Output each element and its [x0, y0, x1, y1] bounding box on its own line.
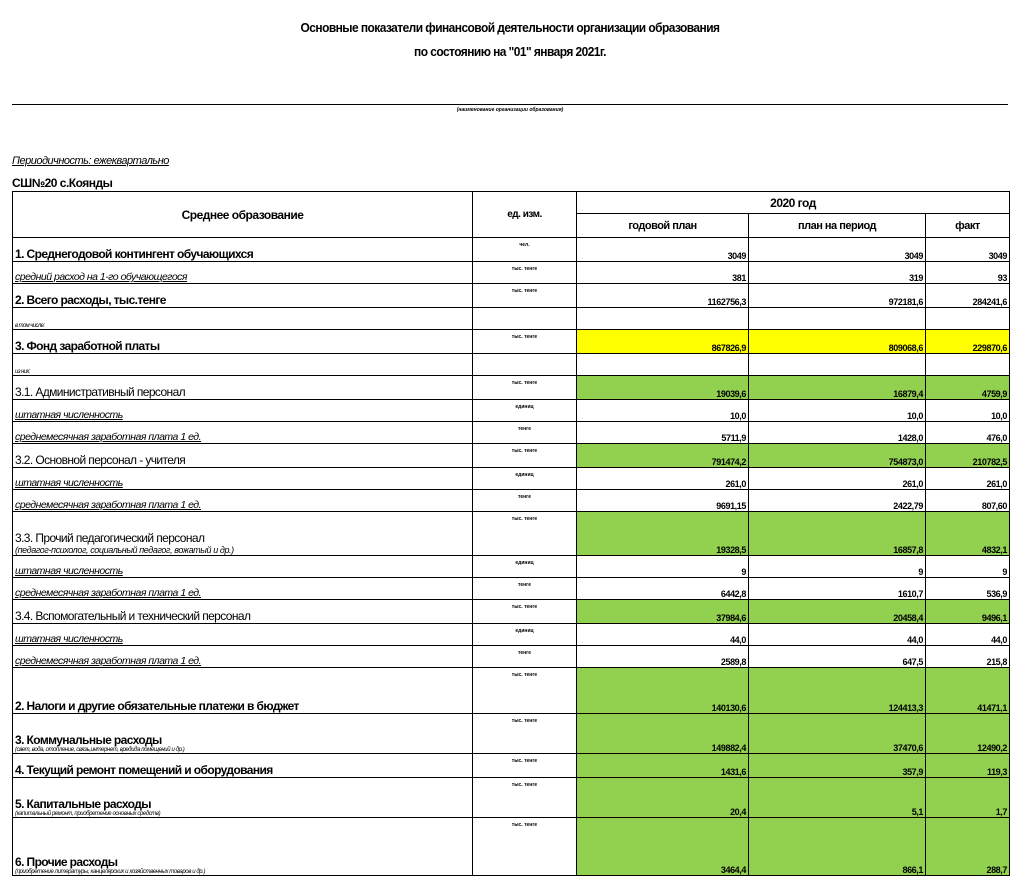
cell-period: 5,1: [749, 778, 926, 818]
cell-fact: 284241,6: [926, 284, 1010, 308]
row-unit: тыс. тенге: [473, 444, 577, 468]
row-label: [13, 512, 473, 556]
cell-annual: 1431,6: [577, 754, 749, 778]
cell-annual: 1162756,3: [577, 284, 749, 308]
row-unit: тенге: [473, 646, 577, 668]
row-sublabel: (приобретение литературы, канцелярских и хозяйственных товаров и др.): [15, 869, 206, 875]
row-unit: единиц: [473, 468, 577, 490]
row-unit: тыс. тенге: [473, 262, 577, 284]
row-label-text: 5. Капитальные расходы: [15, 797, 151, 811]
row-unit: единиц: [473, 624, 577, 646]
organization-name: СШ№20 с.Коянды: [12, 176, 113, 190]
table-row: [13, 754, 1010, 778]
row-label-text: штатная численность: [15, 477, 123, 489]
cell-period: 44,0: [749, 624, 926, 646]
cell-fact: 807,60: [926, 490, 1010, 512]
row-label: [13, 262, 473, 284]
row-label-text: 1. Среднегодовой контингент обучающихся: [15, 247, 254, 261]
row-label: [13, 818, 473, 876]
row-unit: [473, 354, 577, 376]
row-label: [13, 468, 473, 490]
cell-period: [749, 308, 926, 330]
table-row: [13, 600, 1010, 624]
row-unit: тыс. тенге: [473, 284, 577, 308]
row-label-text: среднемесячная заработная плата 1 ед.: [15, 499, 202, 511]
cell-fact: 210782,5: [926, 444, 1010, 468]
cell-period: 16879,4: [749, 376, 926, 400]
cell-period: 124413,3: [749, 668, 926, 714]
row-label: [13, 400, 473, 422]
cell-fact: 261,0: [926, 468, 1010, 490]
document-date: по состоянию на "01" января 2021г.: [414, 44, 606, 59]
header-section: Среднее образование: [13, 192, 473, 238]
cell-annual: 5711,9: [577, 422, 749, 444]
document-title: Основные показатели финансовой деятельности организации образования: [300, 20, 720, 35]
cell-annual: 140130,6: [577, 668, 749, 714]
table-row: [13, 778, 1010, 818]
cell-period: 647,5: [749, 646, 926, 668]
cell-fact: 4759,9: [926, 376, 1010, 400]
table-row: [13, 578, 1010, 600]
row-unit: тыс. тенге: [473, 330, 577, 354]
table-row: [13, 646, 1010, 668]
cell-annual: 9: [577, 556, 749, 578]
cell-annual: 10,0: [577, 400, 749, 422]
table-row: [13, 284, 1010, 308]
row-label-text: 2. Всего расходы, тыс.тенге: [15, 293, 166, 307]
row-label: [13, 238, 473, 262]
row-label-text: штатная численность: [15, 633, 123, 645]
cell-fact: [926, 308, 1010, 330]
cell-fact: 9496,1: [926, 600, 1010, 624]
org-name-line: [12, 104, 1008, 105]
row-unit: единиц: [473, 556, 577, 578]
cell-annual: 19039,6: [577, 376, 749, 400]
cell-annual: [577, 308, 749, 330]
cell-annual: 2589,8: [577, 646, 749, 668]
table-row: [13, 444, 1010, 468]
row-label-text: 3.3. Прочий педагогический персонал: [15, 531, 205, 545]
row-label-text: из них:: [15, 369, 30, 375]
row-label-text: среднемесячная заработная плата 1 ед.: [15, 431, 202, 443]
row-label-text: среднемесячная заработная плата 1 ед.: [15, 655, 202, 667]
cell-period: 972181,6: [749, 284, 926, 308]
cell-fact: 12490,2: [926, 714, 1010, 754]
cell-period: 357,9: [749, 754, 926, 778]
table-row: [13, 714, 1010, 754]
row-label-text: в том числе:: [15, 323, 45, 329]
cell-period: 10,0: [749, 400, 926, 422]
cell-fact: 93: [926, 262, 1010, 284]
cell-period: 3049: [749, 238, 926, 262]
cell-fact: [926, 354, 1010, 376]
cell-period: 754873,0: [749, 444, 926, 468]
header-period-plan: план на период: [749, 214, 926, 238]
cell-annual: 37984,6: [577, 600, 749, 624]
row-unit: тыс. тенге: [473, 512, 577, 556]
cell-period: 16857,8: [749, 512, 926, 556]
row-label-text: средний расход на 1-го обучающегося: [15, 271, 188, 283]
row-label: [13, 422, 473, 444]
row-label: [13, 330, 473, 354]
table-row: [13, 624, 1010, 646]
table-row: [13, 422, 1010, 444]
cell-annual: 44,0: [577, 624, 749, 646]
cell-fact: 41471,1: [926, 668, 1010, 714]
row-label: [13, 624, 473, 646]
row-label: [13, 354, 473, 376]
cell-fact: 10,0: [926, 400, 1010, 422]
row-sublabel: (свет, вода, отопление, связь,интернет, вредида помещений и др.): [15, 747, 185, 753]
cell-annual: 19328,5: [577, 512, 749, 556]
row-label: [13, 284, 473, 308]
row-label-text: 4. Текущий ремонт помещений и оборудования: [15, 763, 273, 777]
cell-period: 9: [749, 556, 926, 578]
cell-period: 809068,6: [749, 330, 926, 354]
row-label-text: штатная численность: [15, 409, 123, 421]
table-row: [13, 818, 1010, 876]
cell-annual: 149882,4: [577, 714, 749, 754]
row-label-text: 3.4. Вспомогательный и технический персонал: [15, 609, 251, 623]
cell-annual: 6442,8: [577, 578, 749, 600]
cell-fact: 4832,1: [926, 512, 1010, 556]
row-label: [13, 444, 473, 468]
row-unit: тыс. тенге: [473, 376, 577, 400]
row-label-text: 3.1. Административный персонал: [15, 385, 186, 399]
row-sublabel: (капитальный ремонт, приобретение основных средств): [15, 811, 161, 817]
row-unit: тенге: [473, 490, 577, 512]
cell-annual: 3464,4: [577, 818, 749, 876]
row-label: [13, 376, 473, 400]
cell-annual: 867826,9: [577, 330, 749, 354]
cell-fact: 476,0: [926, 422, 1010, 444]
row-label: [13, 308, 473, 330]
cell-fact: 44,0: [926, 624, 1010, 646]
header-fact: факт: [926, 214, 1010, 238]
row-label: [13, 778, 473, 818]
cell-period: 866,1: [749, 818, 926, 876]
cell-period: 319: [749, 262, 926, 284]
row-label: [13, 714, 473, 754]
row-label: [13, 490, 473, 512]
row-label-text: 2. Налоги и другие обязательные платежи в бюджет: [15, 699, 299, 713]
cell-fact: 288,7: [926, 818, 1010, 876]
table-row: [13, 376, 1010, 400]
row-unit: тыс. тенге: [473, 600, 577, 624]
cell-period: 1428,0: [749, 422, 926, 444]
table-row: [13, 354, 1010, 376]
financial-table: [12, 191, 1010, 876]
table-row: [13, 512, 1010, 556]
periodicity-label: Периодичность: ежеквартально: [12, 155, 169, 167]
cell-period: [749, 354, 926, 376]
row-unit: единиц: [473, 400, 577, 422]
cell-annual: 791474,2: [577, 444, 749, 468]
cell-annual: 3049: [577, 238, 749, 262]
row-label: [13, 754, 473, 778]
row-unit: тыс. тенге: [473, 818, 577, 876]
row-label: [13, 600, 473, 624]
header-annual-plan: годовой план: [577, 214, 749, 238]
row-unit: тыс. тенге: [473, 754, 577, 778]
row-label-text: 3. Коммунальные расходы: [15, 733, 162, 747]
row-unit: тыс. тенге: [473, 668, 577, 714]
cell-annual: [577, 354, 749, 376]
table-row: [13, 308, 1010, 330]
cell-fact: 119,3: [926, 754, 1010, 778]
row-unit: тенге: [473, 578, 577, 600]
cell-fact: 229870,6: [926, 330, 1010, 354]
row-label-text: 6. Прочие расходы: [15, 855, 118, 869]
cell-fact: 9: [926, 556, 1010, 578]
cell-period: 20458,4: [749, 600, 926, 624]
cell-fact: 215,8: [926, 646, 1010, 668]
table-row: [13, 468, 1010, 490]
cell-fact: 1,7: [926, 778, 1010, 818]
row-label: [13, 668, 473, 714]
cell-annual: 381: [577, 262, 749, 284]
row-unit: чел.: [473, 238, 577, 262]
table-row: [13, 668, 1010, 714]
row-unit: тыс. тенге: [473, 778, 577, 818]
row-label: [13, 646, 473, 668]
row-label: [13, 578, 473, 600]
cell-period: 261,0: [749, 468, 926, 490]
cell-annual: 261,0: [577, 468, 749, 490]
header-unit: ед. изм.: [473, 192, 577, 238]
table-row: [13, 330, 1010, 354]
row-label: [13, 556, 473, 578]
row-label-text: штатная численность: [15, 565, 123, 577]
org-name-note: (наименование организации образования): [456, 107, 564, 113]
row-unit: [473, 308, 577, 330]
row-sublabel: (педагог-психолог, социальный педагог, вожатый и др.): [15, 545, 234, 555]
row-unit: тыс. тенге: [473, 714, 577, 754]
cell-period: 2422,79: [749, 490, 926, 512]
row-unit: тенге: [473, 422, 577, 444]
cell-period: 37470,6: [749, 714, 926, 754]
row-label-text: 3. Фонд заработной платы: [15, 339, 160, 353]
cell-period: 1610,7: [749, 578, 926, 600]
table-row: [13, 400, 1010, 422]
table-row: [13, 262, 1010, 284]
header-year: 2020 год: [577, 192, 1010, 214]
row-label-text: среднемесячная заработная плата 1 ед.: [15, 587, 202, 599]
cell-annual: 9691,15: [577, 490, 749, 512]
table-row: [13, 490, 1010, 512]
cell-fact: 3049: [926, 238, 1010, 262]
table-row: [13, 238, 1010, 262]
row-label-text: 3.2. Основной персонал - учителя: [15, 453, 186, 467]
cell-fact: 536,9: [926, 578, 1010, 600]
table-row: [13, 556, 1010, 578]
cell-annual: 20,4: [577, 778, 749, 818]
